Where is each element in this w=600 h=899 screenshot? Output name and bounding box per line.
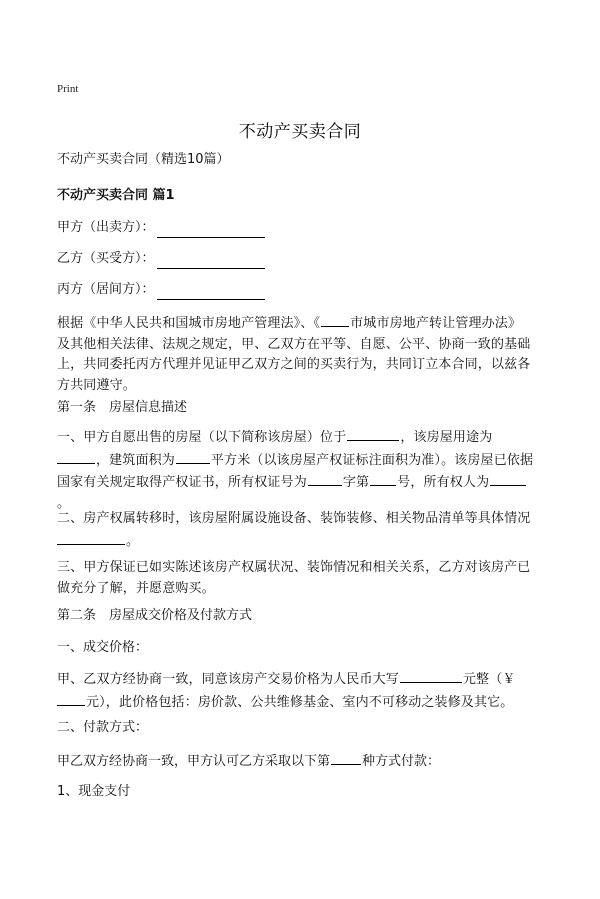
clause3-text-1: 三、甲方保证已如实陈述该房产权属状况、装饰情况和相关关系，乙方对该房产已	[57, 560, 531, 575]
price-words-blank	[400, 668, 462, 683]
payment-text-b: 种方式付款：	[362, 754, 441, 769]
intro-text-1a: 根据《中华人民共和国城市房地产管理法》、《	[57, 316, 321, 331]
clause1-text-3a: 国家有关规定取得产权证书，所有权证号为	[57, 475, 307, 490]
location-blank	[347, 426, 399, 441]
price-number-blank	[57, 691, 85, 706]
payment-paragraph	[57, 750, 440, 772]
party-agent-label: 丙方（居间方）：	[57, 282, 155, 297]
price-heading: 一、成交价格：	[57, 640, 149, 655]
article1-heading: 第一条 房屋信息描述	[57, 400, 188, 415]
document-subtitle: 不动产买卖合同（精选10篇）	[57, 152, 230, 167]
party-seller	[57, 218, 265, 238]
cash-payment-item: 1、现金支付	[57, 784, 131, 799]
clause3-paragraph	[57, 558, 551, 599]
party-buyer-blank	[157, 252, 265, 269]
party-seller-blank	[157, 221, 265, 238]
area-blank	[176, 449, 210, 464]
clause2-text-1: 二、房产权属转移时，该房屋附属设施设备、装饰装修、相关物品清单等具体情况	[57, 511, 531, 526]
clause3-text-2: 做充分了解，并愿意购买。	[57, 580, 215, 596]
intro-text-2: 及其他相关法律、法规之规定，甲、乙双方在平等、自愿、公平、协商一致的基础	[57, 336, 531, 352]
payment-heading: 二、付款方式：	[57, 720, 149, 735]
intro-text-1b: 市城市房地产转让管理办法》	[350, 316, 522, 331]
intro-text-3: 上，共同委托丙方代理并见证甲乙双方之间的买卖行为，共同订立本合同，以兹各	[57, 357, 531, 372]
article2-heading: 第二条 房屋成交价格及付款方式	[57, 608, 253, 623]
clause1-text-1b: ，该房屋用途为	[400, 430, 493, 445]
cert-number-blank	[370, 471, 396, 486]
price-text-1b: 元整（￥	[462, 672, 516, 687]
party-seller-label: 甲方（出卖方）：	[57, 220, 155, 235]
items-blank	[57, 530, 125, 545]
clause1-text-2a: ，建筑面积为	[96, 452, 175, 468]
party-buyer	[57, 249, 265, 269]
clause1-text-3c: 号，所有权人为	[397, 475, 490, 490]
clause2-paragraph	[57, 509, 551, 552]
clause1-text-1a: 一、甲方自愿出售的房屋（以下简称该房屋）位于	[57, 430, 347, 445]
price-text-1a: 甲、乙双方经协商一致，同意该房产交易价格为人民币大写	[57, 672, 399, 687]
city-blank	[321, 312, 349, 327]
print-label: Print	[57, 83, 79, 95]
party-agent	[57, 280, 265, 300]
intro-text-4: 方共同遵守。	[57, 377, 136, 393]
payment-method-blank	[331, 750, 361, 765]
clause2-text-2: 。	[126, 533, 140, 549]
party-agent-blank	[157, 283, 265, 300]
clause1-text-3b: 字第	[342, 475, 370, 490]
usage-blank	[57, 449, 95, 464]
clause1-text-4: 。	[57, 495, 71, 511]
cert-prefix-blank	[308, 471, 342, 486]
intro-paragraph	[57, 312, 551, 396]
party-buyer-label: 乙方（买受方）：	[57, 251, 155, 266]
document-title: 不动产买卖合同	[238, 122, 362, 142]
clause1-text-2b: 平方米（以该房屋产权证标注面积为准）。该房屋已依据	[210, 452, 534, 468]
price-text-2a: 元），此价格包括：房价款、公共维修基金、室内不可移动之装修及其它。	[86, 694, 514, 710]
owner-blank	[490, 471, 526, 486]
section-heading: 不动产买卖合同 篇1	[57, 188, 175, 203]
price-paragraph	[57, 668, 551, 713]
payment-text-a: 甲乙双方经协商一致，甲方认可乙方采取以下第	[57, 754, 331, 769]
clause1-paragraph	[57, 426, 551, 514]
